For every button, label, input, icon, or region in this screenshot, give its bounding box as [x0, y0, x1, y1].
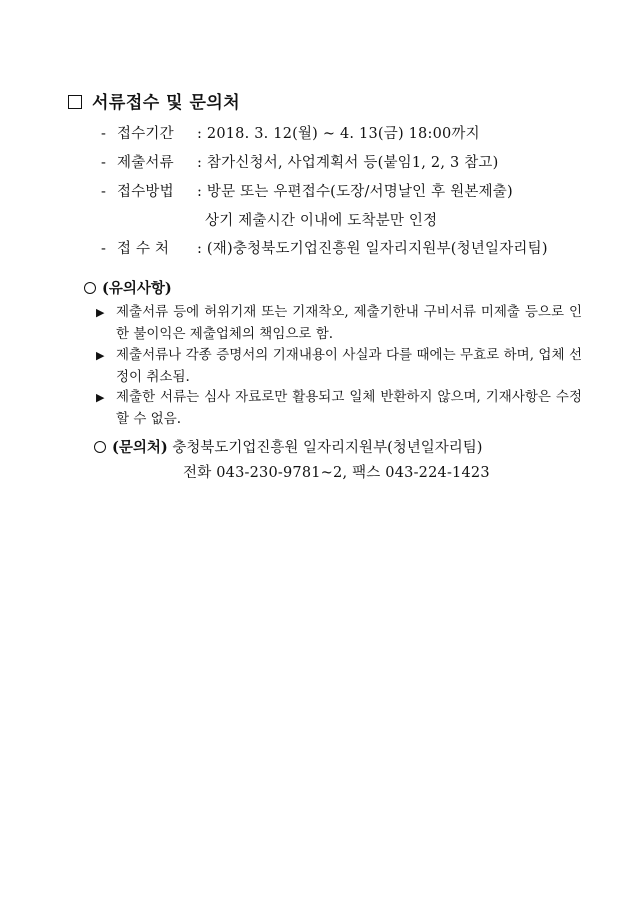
notes-heading-text: (유의사항)	[102, 280, 172, 297]
circle-bullet-icon	[84, 282, 96, 294]
checkbox-square-icon	[68, 95, 82, 109]
note-text: 제출서류나 각종 증명서의 기재내용이 사실과 다를 때에는 무효로 하며, 업체 선정이 취소됨.	[116, 347, 582, 385]
note-text: 제출한 서류는 심사 자료로만 활용되고 일체 반환하지 않으며, 기재사항은 수정할 수 없음.	[116, 389, 582, 427]
item-separator: :	[197, 184, 203, 200]
item-separator: :	[197, 126, 203, 142]
contact-line	[94, 436, 482, 457]
triangle-bullet-icon: ▶	[96, 349, 105, 362]
note-item	[96, 302, 582, 345]
item-key: 접 수 처	[117, 241, 170, 257]
info-item-documents	[101, 151, 498, 172]
triangle-bullet-icon: ▶	[96, 306, 105, 319]
dash-bullet: -	[101, 184, 107, 200]
note-item	[96, 345, 582, 388]
item-separator: :	[197, 241, 203, 257]
contact-org: 충청북도기업진흥원 일자리지원부(청년일자리팀)	[172, 440, 483, 456]
circle-bullet-icon	[94, 441, 106, 453]
dash-bullet: -	[101, 155, 107, 171]
note-text: 제출서류 등에 허위기재 또는 기재착오, 제출기한내 구비서류 미제출 등으로 인한 불이익은 제출업체의 책임으로 함.	[116, 304, 582, 342]
item-key: 접수기간	[117, 126, 174, 142]
triangle-bullet-icon: ▶	[96, 391, 105, 404]
notes-heading	[84, 277, 172, 298]
note-item	[96, 387, 582, 430]
item-value: 참가신청서, 사업계획서 등(붙임1, 2, 3 참고)	[206, 155, 499, 171]
item-separator: :	[197, 155, 203, 171]
info-item-office	[101, 237, 548, 258]
contact-phone: 전화 043-230-9781~2, 팩스 043-224-1423	[183, 465, 490, 481]
item-key: 접수방법	[117, 184, 174, 200]
method-continuation: 상기 제출시간 이내에 도착분만 인정	[205, 213, 438, 229]
section-heading	[68, 88, 240, 113]
item-value: (재)충청북도기업진흥원 일자리지원부(청년일자리팀)	[206, 241, 548, 257]
info-item-method	[101, 180, 513, 201]
dash-bullet: -	[101, 241, 107, 257]
dash-bullet: -	[101, 126, 107, 142]
info-item-period	[101, 122, 480, 143]
item-value: 방문 또는 우편접수(도장/서명날인 후 원본제출)	[206, 184, 513, 200]
contact-label: (문의처)	[112, 439, 168, 456]
section-heading-text: 서류접수 및 문의처	[92, 93, 241, 113]
item-value: 2018. 3. 12(월) ~ 4. 13(금) 18:00까지	[206, 126, 480, 142]
item-key: 제출서류	[117, 155, 174, 171]
